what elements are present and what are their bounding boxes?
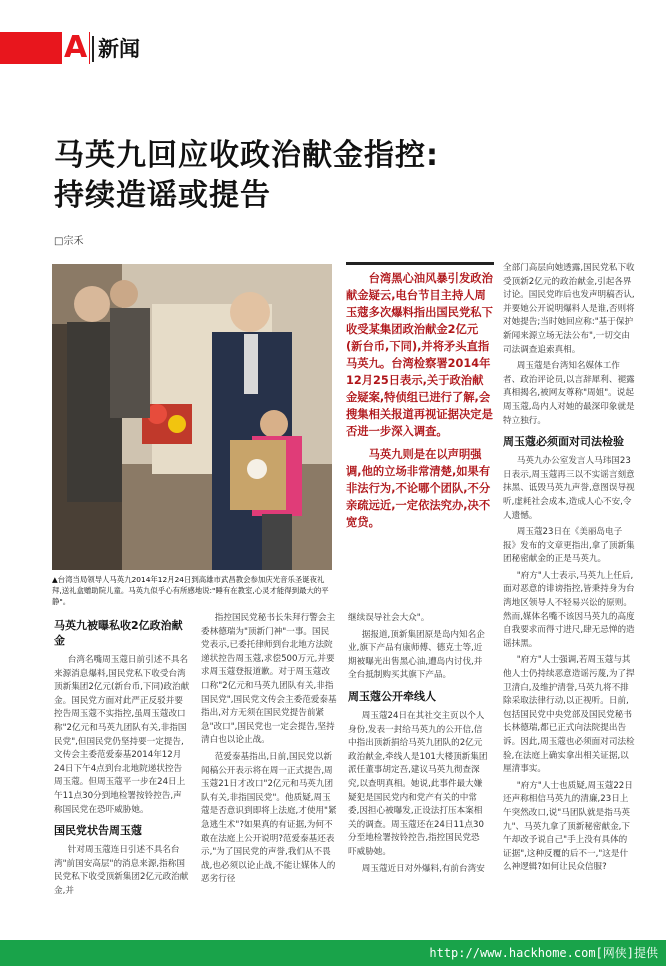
lead-paragraphs: [346, 262, 494, 537]
col4-paragraph-4: 周玉蔻23日在《美丽岛电子报》发布的文章更指出,拿了顶新集团秘密献金的正是马英九。: [503, 527, 635, 565]
footer-watermark-link[interactable]: http://www.hackhome.com[网侠]提供: [429, 946, 658, 960]
col1-paragraph-1: 台湾名嘴周玉蔻日前引述不具名来源消息爆料,国民党私下收受台湾顶新集团2亿元(新台币,下同)政治献金。国民党方面对此严正反驳并要控告周玉蔻不实指控,虽周玉蔻改口称"2亿元和马英九团队有关,非指国民党",但国民党仍坚持要一定提告,文传会主委范爱泰基2014年12月24日下午4点到台北地院递状控告周玉蔻。但周玉蔻平一步在24日上午11点30分到地检署按铃控告,声称国民党在恐吓威胁她。: [54, 655, 190, 815]
body-column-4: [503, 262, 635, 878]
lead-paragraph-2: 马英九则是在以声明强调,他的立场非常清楚,如果有非法行为,不论哪个团队,不分亲疏远近,一定依法究办,决不宽贷。: [346, 448, 491, 529]
col4-paragraph-7: "府方"人士也质疑,周玉蔻22日还声称相信马英九的清廉,23日上午突然改口,说"马团队就是指马英九"、马英九拿了顶新秘密献金,下午却改予说自己"手上没有具体的证据",这种反覆的后不一,"这是什么神逻辑?如何让民众信服?: [503, 780, 633, 873]
section-title: 新闻: [98, 37, 140, 61]
section-divider: [92, 36, 94, 62]
col4-paragraph-5: "府方"人士表示,马英九上任后,面对恶意的诽谤指控,皆秉持身为台湾地区领导人不轻易兴讼的原则。然而,媒体名嘴不该因马英九的高度自我要求而得寸进尺,肆无忌惮的造谣抹黑。: [503, 570, 635, 649]
subheading-4: 周玉蔻必须面对司法检验: [503, 435, 624, 449]
article-byline: □宗禾: [54, 236, 84, 247]
col2-paragraph-1: 指控国民党秘书长朱拜行警会主委林德瑞为"顶新门神"一事。国民党表示,已委托律师到台北地方法院递状控告周玉蔻,求偿500万元,并要求周玉蔻登报道歉。对于周玉蔻改口称"2亿元和马英九团队有关,非指国民党",国民党文传会主委范爱泰基指出,对方无须在国民党提告前紧急"改口",国民党也一定会提告,坚持清白也以论止战。: [201, 613, 337, 746]
subheading-1: 马英九被曝私收2亿政治献金: [54, 619, 183, 647]
lead-paragraph-1: 台湾黑心油风暴引发政治献金疑云,电台节目主持人周玉蔻多次爆料指出国民党私下收受某集团政治献金2亿元(新台币,下同),并将矛头直指马英九。台湾检察署2014年12月25日表示,关于政治献金疑案,特侦组已进行了解,会搜集相关报道再视证据决定是否进一步深入调查。: [346, 272, 493, 438]
headline-line-2: 持续造谣或提告: [54, 178, 271, 213]
col4-paragraph-1: 全部门高层向她透露,国民党私下收受顶新2亿元的政治献金,引起各界讨论。国民党昨后也发声明稿否认,并要她公开说明爆料人是谁,否则将对她提告;当时她回应称:"基于保护新闻来源立场无法公布",一切交由司法调查追索真相。: [503, 263, 635, 355]
col3-paragraph-2: 据报道,顶新集团原是岛内知名企业,旗下产品有康师傅、德克士等,近期被曝光出售黑心油,遭岛内讨伐,并全台抵制购买其旗下产品。: [348, 629, 485, 681]
col3-paragraph-1: 继续误导社会大众"。: [348, 613, 430, 623]
news-photo: [52, 264, 332, 570]
subheading-2: 国民党状告周玉蔻: [54, 824, 142, 838]
article-headline: [54, 136, 614, 216]
col3-paragraph-3: 周玉蔻24日在其社交主页以个人身份,发表一封给马英九的公开信,信中指出顶新捐给马英九团队的2亿元政治献金,牵线人是101大楼顶新集团派任董事胡定吾,建议马英九彻查深究,以查明真相。她说,此事件最大嫌疑犯是国民党内和党产有关的中常委,因担心被曝发,正设法打压本案相关的调查。周玉蔻还在24日11点30分至地检署按铃控告,指控国民党恐吓威胁她。: [348, 710, 488, 857]
col4-paragraph-3: 马英九办公室发言人马玮国23日表示,周玉蔻再三以不实谣言刻意抹黑、诋毁马英九声誉,意图误导视听,虚耗社会成本,造成人心不安,令人遗憾。: [503, 456, 635, 521]
col3-paragraph-4: 周玉蔻近日对外爆料,有前台湾安: [361, 863, 485, 874]
section-letter: A: [64, 30, 88, 65]
news-photo-illustration: [52, 264, 332, 570]
footer-bar: [0, 940, 666, 966]
headline-line-1: 马英九回应收政治献金指控:: [54, 138, 439, 173]
body-column-3: [348, 612, 488, 879]
body-column-2: [201, 612, 337, 890]
col4-paragraph-2: 周玉蔻是台湾知名媒体工作者、政治评论员,以言辞犀利、褪露真相揭名,被网友尊称"周姐"。说起周玉蔻,岛内人对她的最深印象就是特立独行。: [503, 361, 635, 426]
body-column-1: [54, 612, 190, 902]
subheading-3: 周玉蔻公开牵线人: [348, 689, 436, 703]
col4-paragraph-6: "府方"人士强调,若周玉蔻与其他人士仍持续恶意造谣污蔑,为了捍卫清白,及维护清誉,马英九将不排除采取法律行动,以正视听。日前,包括国民党中央党部及国民党秘书长林德瑞,都已正式向法院提出告诉。因此,周玉蔻也必须面对司法检验,在法庭上确实拿出相关证据,以厘清事实。: [503, 655, 635, 775]
col1-paragraph-2: 针对周玉蔻连日引述不具名台湾"前国安高层"的消息来源,指称国民党私下收受顶新集团2亿元政治献金,并: [54, 845, 189, 896]
photo-caption: ▲台湾当局领导人马英九2014年12月24日到高雄市武昌教会参加庆光音乐圣诞夜礼拜,送礼盒赠助院儿童。马英九似乎心有所感地说:"睡有在教室,心灵才能得到最大的平静"。: [52, 575, 329, 606]
col2-paragraph-2: 范爱泰基指出,日前,国民党以新闻稿公开表示将在周一正式提告,周玉蔻21日才改口"2亿元和马英九团队有关,非指国民党"。他质疑,周玉蔻是否意识到即将上法庭,才使用"紧急逃生术"?如果真的有证据,为何不敢在法庭上公开说明?范爱泰基还表示,"为了国民党的声誉,我们从不畏战,也必须以论止战,不能让媒体人的恶劣行径: [201, 751, 337, 885]
